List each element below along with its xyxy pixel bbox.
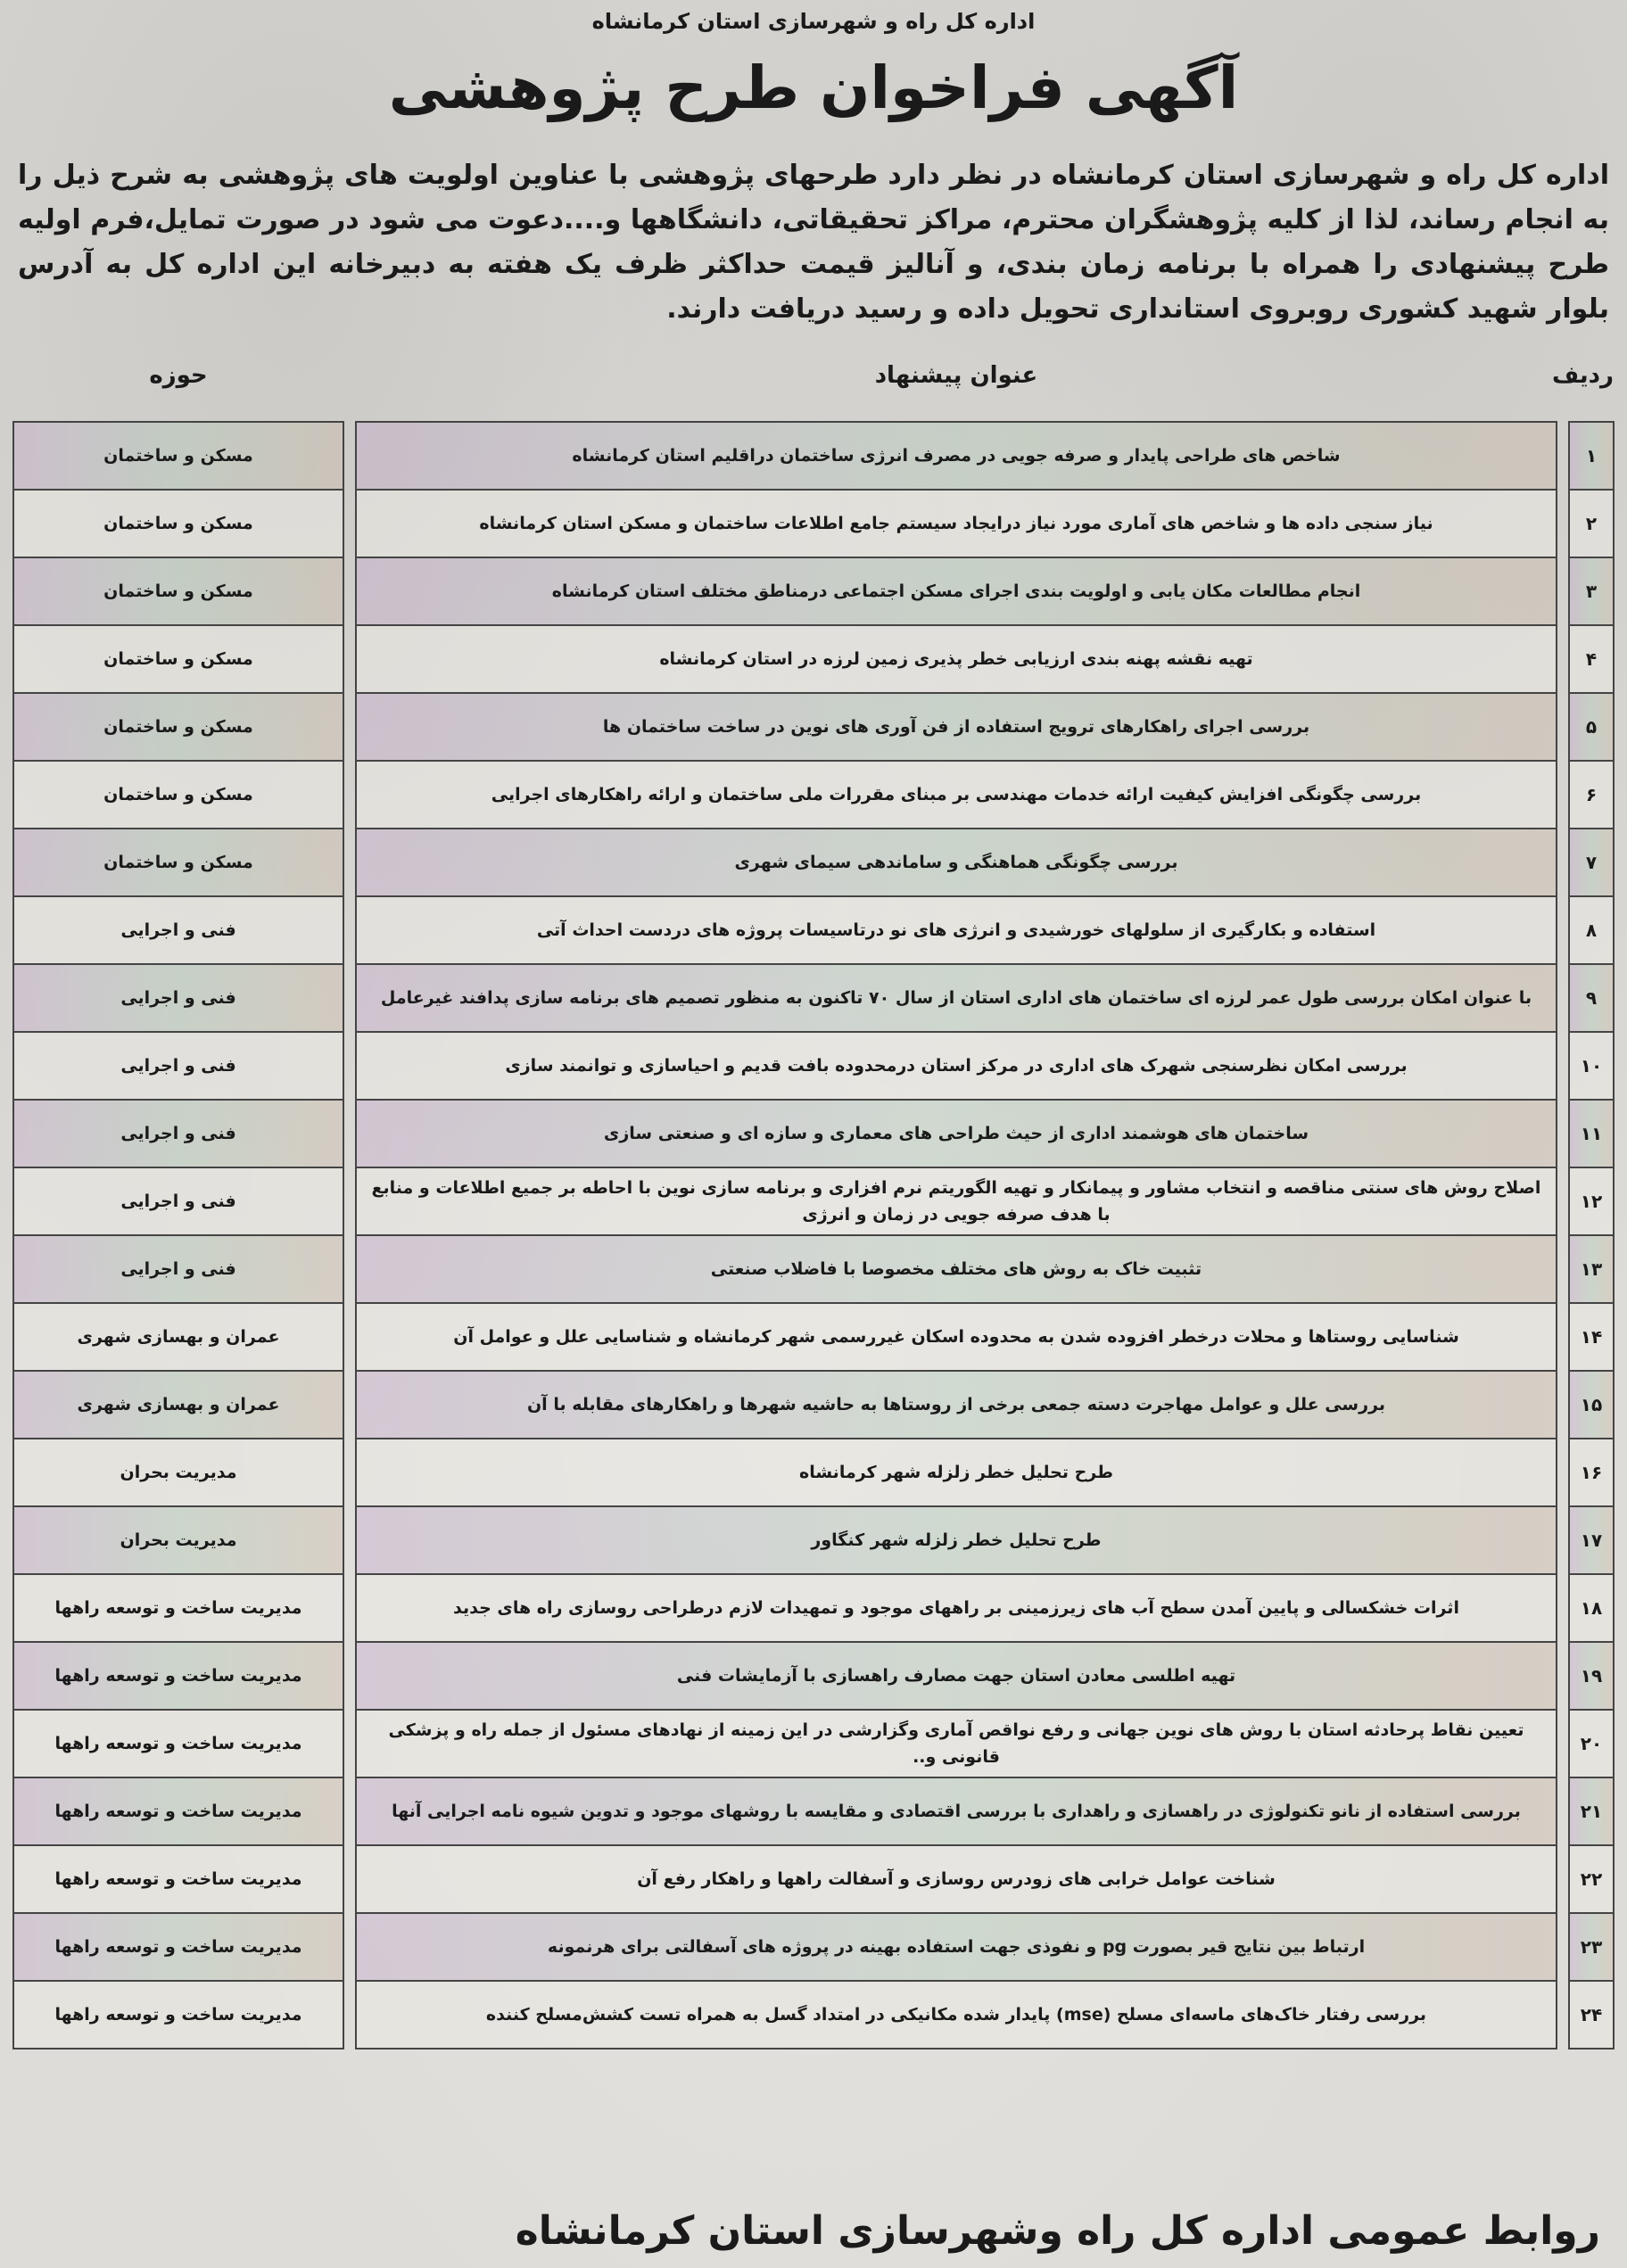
field-cell: فنی و اجرایی	[13, 896, 343, 964]
topic-cell: بررسی چگونگی هماهنگی و ساماندهی سیمای شهری	[356, 829, 1557, 896]
table-row	[13, 693, 1614, 761]
table-row	[13, 1845, 1614, 1913]
table-row	[13, 896, 1614, 964]
row-number-cell: ۱۰	[1569, 1032, 1614, 1100]
row-number-cell: ۱۲	[1569, 1167, 1614, 1235]
row-number-cell: ۳	[1569, 557, 1614, 625]
topic-cell: بررسی امکان نظرسنجی شهرک های اداری در مرکز استان درمحدوده بافت قدیم و احیاسازی و توانمند سازی	[356, 1032, 1557, 1100]
field-cell: فنی و اجرایی	[13, 1032, 343, 1100]
field-cell: مدیریت ساخت و توسعه راهها	[13, 1642, 343, 1710]
row-number-cell: ۱۸	[1569, 1574, 1614, 1642]
table-row	[13, 1574, 1614, 1642]
topic-cell: شناسایی روستاها و محلات درخطر افزوده شدن به محدوده اسکان غیررسمی شهر کرمانشاه و شناسایی علل و عوامل آن	[356, 1303, 1557, 1371]
table-row	[13, 1913, 1614, 1981]
field-cell: مسکن و ساختمان	[13, 761, 343, 829]
field-cell: فنی و اجرایی	[13, 1100, 343, 1167]
row-number-cell: ۲۰	[1569, 1710, 1614, 1777]
table-row	[13, 1439, 1614, 1506]
table-row	[13, 1506, 1614, 1574]
table-row	[13, 1032, 1614, 1100]
field-cell: مدیریت بحران	[13, 1506, 343, 1574]
topic-cell: طرح تحلیل خطر زلزله شهر کرمانشاه	[356, 1439, 1557, 1506]
field-cell: عمران و بهسازی شهری	[13, 1371, 343, 1439]
header-field: حوزه	[149, 362, 208, 389]
row-number-cell: ۱	[1569, 422, 1614, 490]
row-number-cell: ۱۵	[1569, 1371, 1614, 1439]
topic-cell: بررسی چگونگی افزایش کیفیت ارائه خدمات مهندسی بر مبنای مقررات ملی ساختمان و ارائه راهکارهای اجرایی	[356, 761, 1557, 829]
table-row	[13, 557, 1614, 625]
topic-cell: ارتباط بین نتایج قیر بصورت pg و نفوذی جهت استفاده بهینه در پروژه های آسفالتی برای هرنمونه	[356, 1913, 1557, 1981]
field-cell: فنی و اجرایی	[13, 964, 343, 1032]
topic-cell: بررسی علل و عوامل مهاجرت دسته جمعی برخی از روستاها به حاشیه شهرها و راهکارهای مقابله با آن	[356, 1371, 1557, 1439]
row-number-cell: ۸	[1569, 896, 1614, 964]
field-cell: مدیریت ساخت و توسعه راهها	[13, 1981, 343, 2049]
topic-cell: تعیین نقاط پرحادثه استان با روش های نوین جهانی و رفع نواقص آماری وگزارشی در این زمینه از نهادهای مسئول از جمله راه و پزشکی قانونی و..	[356, 1710, 1557, 1777]
row-number-cell: ۶	[1569, 761, 1614, 829]
topic-cell: تهیه اطلسی معادن استان جهت مصارف راهسازی با آزمایشات فنی	[356, 1642, 1557, 1710]
topic-cell: شاخص های طراحی پایدار و صرفه جویی در مصرف انرژی ساختمان دراقلیم استان کرمانشاه	[356, 422, 1557, 490]
field-cell: فنی و اجرایی	[13, 1235, 343, 1303]
row-number-cell: ۵	[1569, 693, 1614, 761]
footer-signature: روابط عمومی اداره کل راه وشهرسازی استان کرمانشاه	[515, 2208, 1600, 2254]
topic-cell: طرح تحلیل خطر زلزله شهر کنگاور	[356, 1506, 1557, 1574]
table-row	[13, 490, 1614, 557]
row-number-cell: ۹	[1569, 964, 1614, 1032]
table-row	[13, 1777, 1614, 1845]
row-number-cell: ۷	[1569, 829, 1614, 896]
topic-cell: ساختمان های هوشمند اداری از حیث طراحی های معماری و سازه ای و صنعتی سازی	[356, 1100, 1557, 1167]
topic-cell: انجام مطالعات مکان یابی و اولویت بندی اجرای مسکن اجتماعی درمناطق مختلف استان کرمانشاه	[356, 557, 1557, 625]
field-cell: عمران و بهسازی شهری	[13, 1303, 343, 1371]
field-cell: مدیریت ساخت و توسعه راهها	[13, 1710, 343, 1777]
table-row	[13, 1371, 1614, 1439]
field-cell: مسکن و ساختمان	[13, 625, 343, 693]
row-number-cell: ۲	[1569, 490, 1614, 557]
topic-cell: اصلاح روش های سنتی مناقصه و انتخاب مشاور و پیمانکار و تهیه الگوریتم نرم افزاری و برنامه سازی نوین با احاطه بر جمیع اطلاعات و منابع با هدف صرفه جویی در زمان و انرژی	[356, 1167, 1557, 1235]
table-row	[13, 1235, 1614, 1303]
table-row	[13, 964, 1614, 1032]
table-row	[13, 829, 1614, 896]
table-row	[13, 1642, 1614, 1710]
topic-cell: نیاز سنجی داده ها و شاخص های آماری مورد نیاز درایجاد سیستم جامع اطلاعات ساختمان و مسکن استان کرمانشاه	[356, 490, 1557, 557]
table-row	[13, 1981, 1614, 2049]
row-number-cell: ۴	[1569, 625, 1614, 693]
intro-paragraph: اداره کل راه و شهرسازی استان کرمانشاه در نظر دارد طرحهای پژوهشی با عناوین اولویت های پژوهشی به شرح ذیل را به انجام رساند، لذا از کلیه پژوهشگران محترم، مراکز تحقیقاتی، دانشگاهها و....دعوت می شود در صورت تمایل،فرم اولیه طرح پیشنهادی را همراه با برنامه زمان بندی، و آنالیز قیمت حداکثر ظرف یک هفته به دبیرخانه این اداره کل به آدرس بلوار شهید کشوری روبروی استانداری تحویل داده و رسید دریافت دارند.	[18, 160, 1609, 325]
row-number-cell: ۱۱	[1569, 1100, 1614, 1167]
table-row	[13, 1167, 1614, 1235]
field-cell: مدیریت ساخت و توسعه راهها	[13, 1845, 343, 1913]
table-body	[13, 422, 1614, 2049]
row-number-cell: ۱۳	[1569, 1235, 1614, 1303]
topic-cell: شناخت عوامل خرابی های زودرس روسازی و آسفالت راهها و راهکار رفع آن	[356, 1845, 1557, 1913]
topic-cell: تثبیت خاک به روش های مختلف مخصوصا با فاضلاب صنعتی	[356, 1235, 1557, 1303]
field-cell: مسکن و ساختمان	[13, 490, 343, 557]
table-row	[13, 1303, 1614, 1371]
field-cell: مدیریت ساخت و توسعه راهها	[13, 1777, 343, 1845]
row-number-cell: ۲۲	[1569, 1845, 1614, 1913]
field-cell: مدیریت بحران	[13, 1439, 343, 1506]
table-row	[13, 1710, 1614, 1777]
topic-cell: بررسی اجرای راهکارهای ترویج استفاده از فن آوری های نوین در ساخت ساختمان ها	[356, 693, 1557, 761]
field-cell: مدیریت ساخت و توسعه راهها	[13, 1574, 343, 1642]
header-row-number: ردیف	[1551, 362, 1614, 389]
field-cell: فنی و اجرایی	[13, 1167, 343, 1235]
table-header-row	[13, 357, 1614, 422]
table-row	[13, 761, 1614, 829]
topic-cell: استفاده و بکارگیری از سلولهای خورشیدی و انرژی های نو درتاسیسات پروژه های دردست احداث آتی	[356, 896, 1557, 964]
row-number-cell: ۲۴	[1569, 1981, 1614, 2049]
field-cell: مسکن و ساختمان	[13, 557, 343, 625]
topic-cell: با عنوان امکان بررسی طول عمر لرزه ای ساختمان های اداری استان از سال ۷۰ تاکنون به منظور تصمیم های برنامه سازی پدافند غیرعامل	[356, 964, 1557, 1032]
table-row	[13, 422, 1614, 490]
topic-cell: بررسی استفاده از نانو تکنولوژی در راهسازی و راهداری با بررسی اقتصادی و مقایسه با روشهای موجود و تدوین شیوه نامه اجرایی آنها	[356, 1777, 1557, 1845]
topic-cell: اثرات خشکسالی و پایین آمدن سطح آب های زیرزمینی بر راههای موجود و تمهیدات لازم درطراحی روسازی راه های جدید	[356, 1574, 1557, 1642]
row-number-cell: ۱۹	[1569, 1642, 1614, 1710]
topic-cell: تهیه نقشه پهنه بندی ارزیابی خطر پذیری زمین لرزه در استان کرمانشاه	[356, 625, 1557, 693]
row-number-cell: ۲۳	[1569, 1913, 1614, 1981]
header-topic: عنوان پیشنهاد	[874, 362, 1038, 389]
field-cell: مسکن و ساختمان	[13, 422, 343, 490]
topic-cell: بررسی رفتار خاک‌های ماسه‌ای مسلح (mse) پایدار شده مکانیکی در امتداد گسل به همراه تست کشش‌مسلح کننده	[356, 1981, 1557, 2049]
page-title: آگهی فراخوان طرح پژوهشی	[388, 54, 1239, 122]
row-number-cell: ۱۷	[1569, 1506, 1614, 1574]
table-row	[13, 1100, 1614, 1167]
proposals-table	[12, 357, 1615, 2049]
field-cell: مسکن و ساختمان	[13, 693, 343, 761]
row-number-cell: ۲۱	[1569, 1777, 1614, 1845]
organization-header: اداره کل راه و شهرسازی استان کرمانشاه	[591, 9, 1036, 34]
row-number-cell: ۱۴	[1569, 1303, 1614, 1371]
field-cell: مسکن و ساختمان	[13, 829, 343, 896]
row-number-cell: ۱۶	[1569, 1439, 1614, 1506]
field-cell: مدیریت ساخت و توسعه راهها	[13, 1913, 343, 1981]
table-row	[13, 625, 1614, 693]
